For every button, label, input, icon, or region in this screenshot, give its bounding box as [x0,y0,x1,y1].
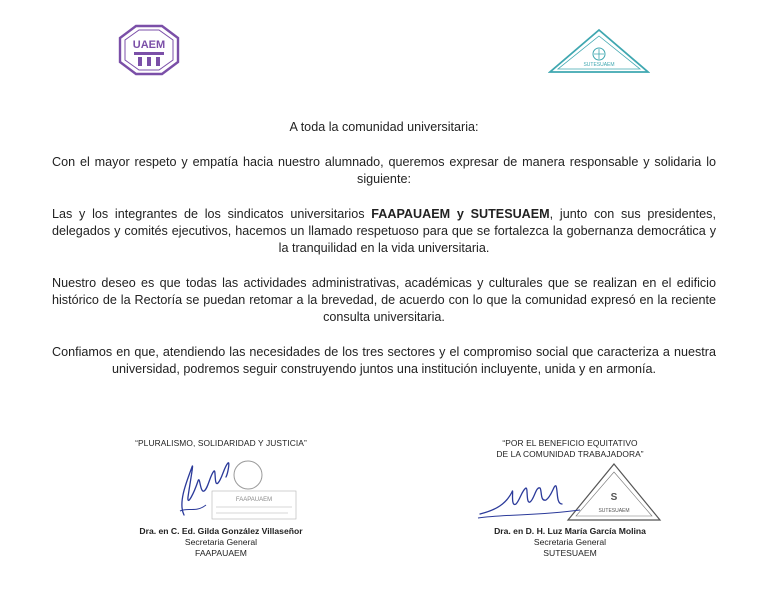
uaem-logo-text: UAEM [132,39,166,51]
stamp-left-text: FAAPAUAEM [235,497,273,503]
signatory-role-right: Secretaria General [533,537,607,547]
uaem-logo [118,24,180,76]
signature-block-right [440,438,700,559]
signature-art-right [440,462,700,523]
svg-text:S: S [610,492,618,503]
motto-right-line2: DE LA COMUNIDAD TRABAJADORA” [496,449,644,459]
handwritten-signature-right [476,474,586,522]
letter-body [52,119,716,396]
motto-left: “PLURALISMO, SOLIDARIDAD Y JUSTICIA” [135,438,307,448]
paragraph-4: Confiamos en que, atendiendo las necesidades de los tres sectores y el compromiso social que caracteriza a nuestra universidad, podremos seguir construyendo juntos una institución incluyente, unida y en armonía. [52,345,716,376]
signatory-org-right: SUTESUAEM [543,548,597,558]
signature-block-left [90,438,352,559]
seal-text: SUTESUAEM [583,62,615,68]
paragraph-2-end: , junto con sus presidentes, delegados y comités ejecutivos, hacemos un llamado respetuoso para que se fortalezca la gobernanza democrática y la tranquilidad en la vida universitaria. [52,207,716,255]
signatory-role-left: Secretaria General [184,537,258,547]
paragraph-3: Nuestro deseo es que todas las actividades administrativas, académicas y culturales que se realizan en el edificio histórico de la Rectoría se puedan retomar a la brevedad, de acuerdo con lo que la comunidad expresó en la reciente consulta universitaria. [52,276,716,324]
sutesuaem-seal [548,28,650,74]
signature-art-left [90,451,352,523]
motto-right-line1: “POR EL BENEFICIO EQUITATIVO [502,438,638,448]
paragraph-1: Con el mayor respeto y empatía hacia nuestro alumnado, queremos expresar de manera responsable y solidaria lo siguiente: [52,155,716,186]
signatory-name-left: Dra. en C. Ed. Gilda González Villaseñor [139,526,303,536]
paragraph-2-start: Las y los integrantes de los sindicatos universitarios [52,207,372,221]
stamp-right-text: SUTESUAEM [598,508,630,514]
paragraph-2 [52,206,716,257]
greeting: A toda la comunidad universitaria: [289,120,479,134]
handwritten-signature-left [170,453,240,523]
signatory-org-left: FAAPAUAEM [195,548,247,558]
union-names: FAAPAUAEM y SUTESUAEM [371,207,550,221]
signatory-name-right: Dra. en D. H. Luz María García Molina [494,526,646,536]
